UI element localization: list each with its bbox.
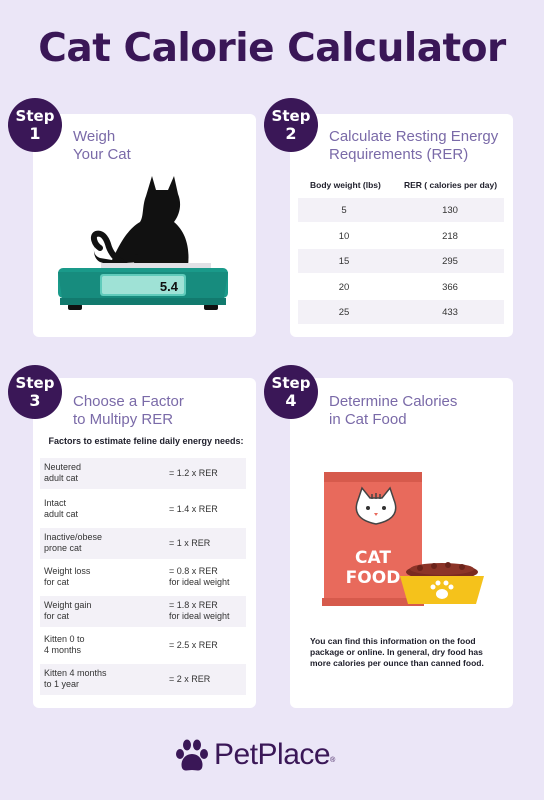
cat-food-illustration (316, 466, 488, 614)
scale-reading: 5.4 (159, 279, 178, 294)
table-row: 5 130 (298, 198, 504, 222)
step-3-badge: Step 3 (8, 365, 62, 419)
table-row: 25 433 (298, 300, 504, 324)
cat-on-scale-illustration (56, 170, 236, 315)
table-row: Inactive/obese prone cat = 1 x RER (40, 528, 246, 559)
table-row: Kitten 4 months to 1 year = 2 x RER (40, 664, 246, 695)
table-row: Kitten 0 to 4 months = 2.5 x RER (44, 634, 218, 655)
table-row: Intact adult cat = 1.4 x RER (44, 498, 218, 519)
food-bag-label-line2: FOOD (345, 568, 401, 588)
step-2-badge: Step 2 (264, 98, 318, 152)
table-row: 10 218 (338, 231, 458, 242)
factors-heading: Factors to estimate feline daily energy needs: (48, 436, 244, 446)
food-bag-label-line1: CAT (355, 548, 391, 568)
step-4-title: Determine Calories in Cat Food (329, 393, 458, 428)
step-3-title: Choose a Factor to Multipy RER (73, 393, 184, 428)
step-1-badge: Step 1 (8, 98, 62, 152)
brand-name: PetPlace® (214, 738, 335, 771)
cat-silhouette-icon (94, 176, 189, 266)
food-note: You can find this information on the food package or online. In general, dry food has more calories per ounce than canned food. (310, 636, 484, 668)
rer-header-rer: RER ( calories per day) (404, 180, 498, 190)
cat-face-icon (356, 488, 395, 524)
table-row: Weight loss for cat = 0.8 x RER for ideal weight (44, 566, 230, 587)
table-row: Weight gain for cat = 1.8 x RER for ideal weight (40, 596, 246, 627)
scale-icon (58, 263, 228, 310)
step-4-badge: Step 4 (264, 365, 318, 419)
page-title: Cat Calorie Calculator (38, 26, 506, 71)
step-1-title: Weigh Your Cat (73, 128, 131, 163)
table-row: Neutered adult cat = 1.2 x RER (40, 458, 246, 489)
rer-header-weight: Body weight (lbs) (310, 180, 381, 190)
table-row: 15 295 (298, 249, 504, 273)
table-row: 20 366 (338, 282, 458, 293)
paw-logo-icon (174, 738, 210, 774)
step-2-title: Calculate Resting Energy Requirements (RER) (329, 128, 499, 163)
